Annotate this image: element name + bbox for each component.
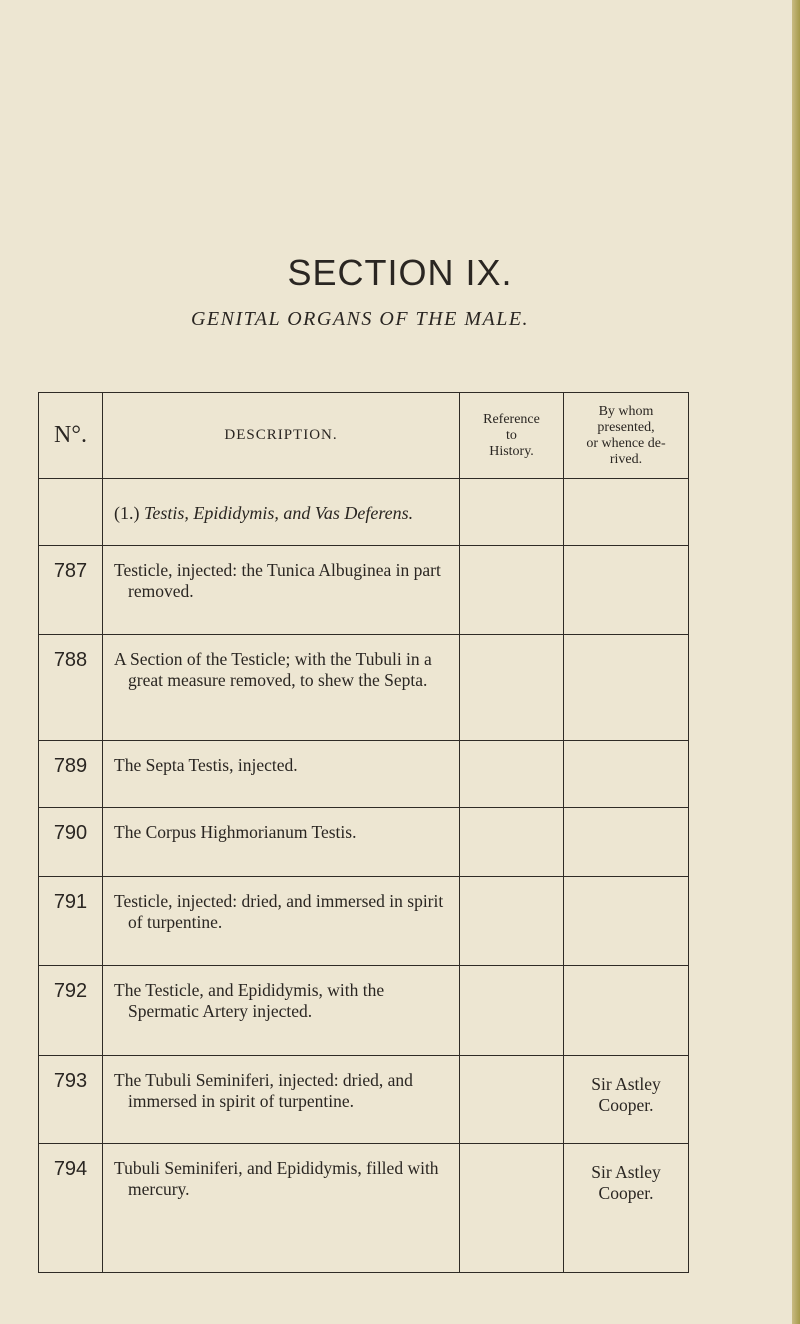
table-row	[39, 635, 689, 741]
table-row	[39, 877, 689, 966]
section-title: SECTION IX.	[287, 252, 513, 293]
row-description-text: Tubuli Seminiferi, and Epididymis, filled with mercury.	[114, 1158, 439, 1199]
row-number: 790	[39, 808, 103, 877]
row-donor-line: Sir Astley	[591, 1162, 661, 1182]
row-description	[103, 966, 460, 1056]
row-description-text: Testicle, injected: dried, and immersed in spirit of turpentine.	[114, 891, 444, 932]
row-description	[103, 546, 460, 635]
row-description	[103, 1056, 460, 1144]
header-row	[39, 393, 689, 479]
subheading-number-cell	[39, 479, 103, 546]
row-reference	[460, 635, 564, 741]
table-row	[39, 808, 689, 877]
row-description-text: The Corpus Highmorianum Testis.	[114, 822, 357, 842]
subheading-text: Testis, Epididymis, and Vas Deferens.	[144, 503, 414, 523]
row-reference	[460, 877, 564, 966]
row-number: 793	[39, 1056, 103, 1144]
subheading-row	[39, 479, 689, 546]
row-description	[103, 635, 460, 741]
row-donor	[564, 741, 689, 808]
row-description-text: The Testicle, and Epididymis, with the Spermatic Artery injected.	[114, 980, 385, 1021]
row-number: 791	[39, 877, 103, 966]
subheading-cell	[103, 479, 460, 546]
row-donor-line: Sir Astley	[591, 1074, 661, 1094]
row-description-text: The Tubuli Seminiferi, injected: dried, and immersed in spirit of turpentine.	[114, 1070, 413, 1111]
row-description	[103, 741, 460, 808]
row-description	[103, 808, 460, 877]
row-reference	[460, 546, 564, 635]
header-number: N°.	[39, 393, 103, 479]
row-number: 794	[39, 1144, 103, 1273]
table-row	[39, 546, 689, 635]
table-row	[39, 1056, 689, 1144]
subheading-donor-cell	[564, 479, 689, 546]
row-description-text: The Septa Testis, injected.	[114, 755, 298, 775]
row-description	[103, 877, 460, 966]
row-donor	[564, 1056, 689, 1144]
row-reference	[460, 741, 564, 808]
row-reference	[460, 966, 564, 1056]
row-reference	[460, 808, 564, 877]
catalogue-table	[38, 392, 689, 1273]
row-donor	[564, 546, 689, 635]
row-donor	[564, 635, 689, 741]
row-donor	[564, 808, 689, 877]
table-row	[39, 966, 689, 1056]
row-number: 792	[39, 966, 103, 1056]
header-donor-line: presented,	[597, 419, 655, 435]
row-reference	[460, 1144, 564, 1273]
row-description	[103, 1144, 460, 1273]
row-donor-line: Cooper.	[598, 1183, 654, 1203]
header-reference	[460, 393, 564, 479]
row-description-text: A Section of the Testicle; with the Tubuli in a great measure removed, to shew the Septa.	[114, 649, 432, 690]
page-edge	[792, 0, 800, 1324]
header-reference-line: History.	[489, 443, 534, 459]
header-donor-line: rived.	[609, 451, 643, 467]
row-description-text: Testicle, injected: the Tunica Albuginea in part removed.	[114, 560, 441, 601]
header-donor-line: or whence de-	[586, 435, 666, 451]
row-number: 788	[39, 635, 103, 741]
row-donor	[564, 1144, 689, 1273]
header-reference-line: Reference	[483, 411, 540, 427]
row-reference	[460, 1056, 564, 1144]
row-donor-line: Cooper.	[598, 1095, 654, 1115]
row-number: 789	[39, 741, 103, 808]
table-row	[39, 1144, 689, 1273]
row-number: 787	[39, 546, 103, 635]
header-donor	[564, 393, 689, 479]
header-donor-line: By whom	[598, 403, 654, 419]
row-donor	[564, 877, 689, 966]
section-subtitle: GENITAL ORGANS OF THE MALE.	[190, 308, 530, 330]
header-description: DESCRIPTION.	[103, 393, 460, 479]
subheading-reference-cell	[460, 479, 564, 546]
table-row	[39, 741, 689, 808]
row-donor	[564, 966, 689, 1056]
subheading-prefix: (1.)	[114, 503, 144, 523]
header-reference-line: to	[506, 427, 517, 443]
